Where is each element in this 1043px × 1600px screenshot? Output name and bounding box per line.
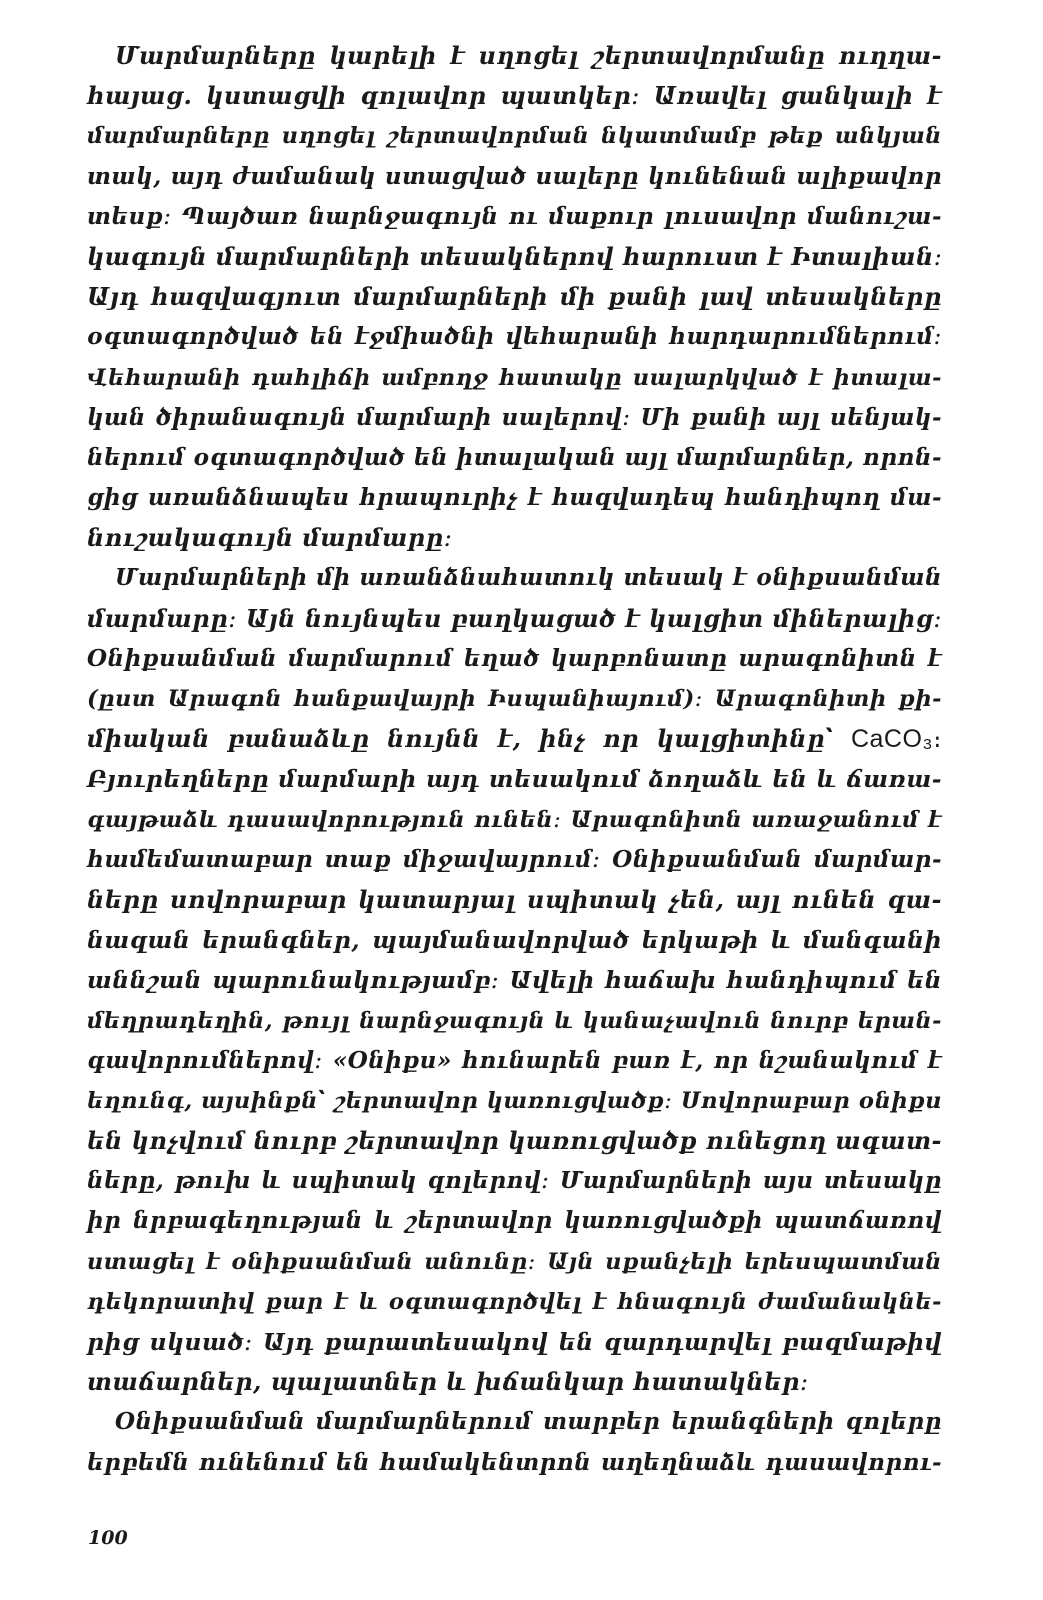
text-line: կագույն մարմարների տեսակներով հարուստ է Իտալիան։: [87, 241, 943, 271]
text-line: Այդ հազվագյուտ մարմարների մի քանի լավ տեսակները: [87, 282, 942, 312]
text-line: մեղրադեղին, թույլ նարնջագույն և կանաչավուն նուրբ երան-: [87, 1007, 942, 1034]
text-line: իր նրբագեղության և շերտավոր կառուցվածքի պատճառով: [87, 1207, 942, 1235]
text-line: տակ, այդ ժամանակ ստացված սալերը կունենան ալիքավոր: [87, 162, 942, 190]
text-line: (ըստ Արագոն հանքավայրի Իսպանիայում)։ Արագոնիտի քի-: [87, 686, 942, 712]
text-line: դեկորատիվ քար է և օգտագործվել է հնագույն ժամանակնե-: [87, 1288, 942, 1315]
text-line: տեսք։ Պայծառ նարնջագույն ու մաքուր լուսավոր մանուշա-: [87, 202, 942, 230]
text-line: կան ծիրանագույն մարմարի սալերով։ Մի քանի այլ սենյակ-: [87, 403, 942, 431]
text-line: են կոչվում նուրբ շերտավոր կառուցվածք ունեցող ագատ-: [87, 1126, 942, 1156]
text-line: նուշակագույն մարմարը։: [87, 523, 453, 553]
text-line: ստացել է օնիքսանման անունը։ Այն սքանչելի երեսպատման: [87, 1248, 942, 1275]
text-line: երբեմն ունենում են համակենտրոն աղեղնաձև դասավորու-: [87, 1448, 942, 1476]
text-line: Մարմարների մի առանձնահատուկ տեսակ է օնիքսանման: [115, 564, 942, 592]
text-line: ները սովորաբար կատարյալ սպիտակ չեն, այլ ունեն զա-: [87, 884, 942, 914]
text-line: Վեհարանի դահլիճի ամբողջ հատակը սալարկված է իտալա-: [87, 364, 942, 391]
text-line: գայթաձև դասավորություն ունեն։ Արագոնիտն առաջանում է: [87, 806, 942, 833]
text-line: ները, թուխ և սպիտակ զոլերով։ Մարմարների այս տեսակը: [87, 1167, 942, 1195]
text-line: աննշան պարունակությամբ։ Ավելի հաճախ հանդիպում են: [87, 966, 942, 995]
text-line: գավորումներով։ «Օնիքս» հունարեն բառ է, որ նշանակում է: [87, 1046, 942, 1074]
text-line: օգտագործված են էջմիածնի վեհարանի հարդարումներում։: [87, 323, 942, 351]
text-line: ցից առանձնապես հրապուրիչ է հազվադեպ հանդիպող մա-: [87, 484, 942, 512]
text-line: Բյուրեղները մարմարի այդ տեսակում ձողաձև են և ճառա-: [87, 765, 942, 794]
text-line: եղունգ, այսինքն՝ շերտավոր կառուցվածք։ Սովորաբար օնիքս: [87, 1087, 942, 1114]
text-line: հայաց. կստացվի զոլավոր պատկեր։ Առավել ցանկալի է: [87, 81, 942, 111]
text-line: Օնիքսանման մարմարում եղած կարբոնատը արագոնիտն է: [87, 644, 942, 672]
text-line: մարմարները սղոցել շերտավորման նկատմամբ թեք անկյան: [87, 123, 942, 150]
paragraph-3: [87, 1402, 942, 1482]
text-line-with-formula: [87, 719, 942, 759]
text-line: ներում օգտագործված են իտալական այլ մարմարներ, որոն-: [87, 443, 943, 471]
text-line: տաճարներ, պալատներ և խճանկար հատակներ։: [87, 1367, 809, 1397]
text-line: Օնիքսանման մարմարներում տարբեր երանգների զոլերը: [115, 1408, 942, 1436]
text-line: րից սկսած։ Այդ քարատեսակով են զարդարվել բազմաթիվ: [87, 1328, 942, 1356]
text-line: Մարմարները կարելի է սղոցել շերտավորմանը ուղղա-: [115, 41, 942, 70]
paragraph-1: [87, 36, 942, 558]
body-text: [87, 36, 942, 1483]
text-line: նազան երանգներ, պայմանավորված երկաթի և մանգանի: [87, 926, 942, 955]
paragraph-2: [87, 558, 942, 1402]
text-line: համեմատաբար տաք միջավայրում։ Օնիքսանման մարմար-: [87, 845, 942, 873]
text-line: միական բանաձևը նույնն է, ինչ որ կալցիտինը՝: [87, 724, 834, 754]
chemical-formula: CaCO₃։: [850, 725, 943, 754]
page-number: 100: [88, 1527, 128, 1549]
text-line: մարմարը։ Այն նույնպես բաղկացած է կալցիտ միներալից։: [87, 603, 942, 633]
